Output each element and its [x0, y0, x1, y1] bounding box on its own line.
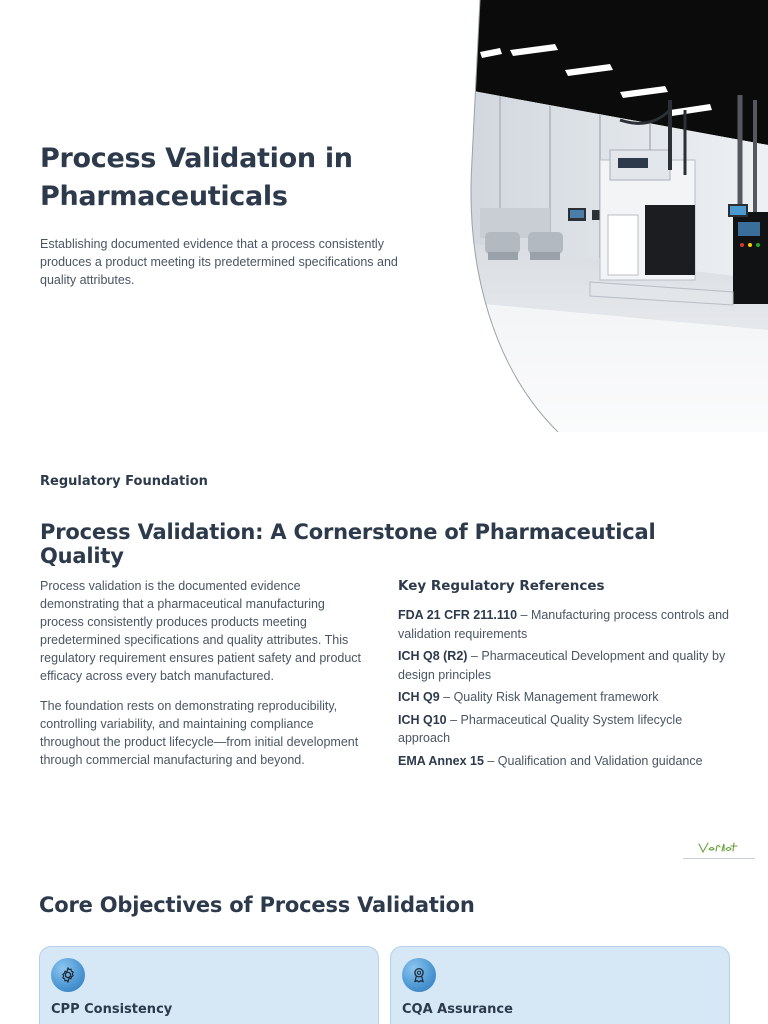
reference-item [398, 606, 733, 643]
award-icon [402, 958, 436, 992]
objective-card-title: CPP Consistency [51, 1002, 173, 1017]
objectives-title: Core Objectives of Process Validation [39, 893, 475, 917]
reference-desc: – Manufacturing process controls and validation requirements [398, 608, 729, 641]
handwritten-signature [683, 838, 755, 859]
page-title: Process Validation in Pharmaceuticals [40, 143, 353, 212]
reference-desc: – Pharmaceutical Development and quality by design principles [398, 649, 726, 682]
hero-subtitle: Establishing documented evidence that a process consistently produces a product meeting its predetermined specifications and quality attributes. [40, 237, 398, 287]
hero-section [0, 0, 768, 432]
section-title: Process Validation: A Cornerstone of Pharmaceutical Quality [40, 520, 656, 568]
reference-desc: – Qualification and Validation guidance [483, 753, 703, 768]
objective-card-cpp [39, 946, 379, 1024]
body-paragraph: The foundation rests on demonstrating reproducibility, controlling variability, and maintaining compliance throughout the product lifecycle—from initial development through commercial manufacturing and beyond. [40, 699, 359, 767]
reference-code: ICH Q8 (R2) [398, 649, 468, 663]
section-eyebrow: Regulatory Foundation [40, 474, 208, 489]
reference-item [398, 647, 733, 684]
objective-card-cqa [390, 946, 730, 1024]
reference-item [398, 711, 733, 748]
body-text-column [40, 577, 370, 781]
reference-code: EMA Annex 15 [398, 753, 484, 768]
objective-card-title: CQA Assurance [402, 1002, 513, 1017]
lab-equipment-image [440, 0, 768, 432]
references-title: Key Regulatory References [398, 578, 605, 594]
reference-item [398, 752, 733, 771]
reference-desc: – Pharmaceutical Quality System lifecycle approach [398, 712, 683, 745]
reference-desc: – Quality Risk Management framework [439, 690, 659, 704]
reference-code: ICH Q10 [398, 712, 447, 727]
reference-code: FDA 21 CFR 211.110 [398, 608, 518, 622]
body-paragraph: Process validation is the documented evidence demonstrating that a pharmaceutical manufacturing process consistently produces products meeting predetermined specifications and quality attributes. This regulatory requirement ensures patient safety and product efficacy across every batch manufactured. [40, 579, 362, 683]
gear-icon [51, 958, 85, 992]
reference-item [398, 688, 733, 707]
references-panel [398, 578, 733, 774]
reference-code: ICH Q9 [398, 690, 440, 704]
